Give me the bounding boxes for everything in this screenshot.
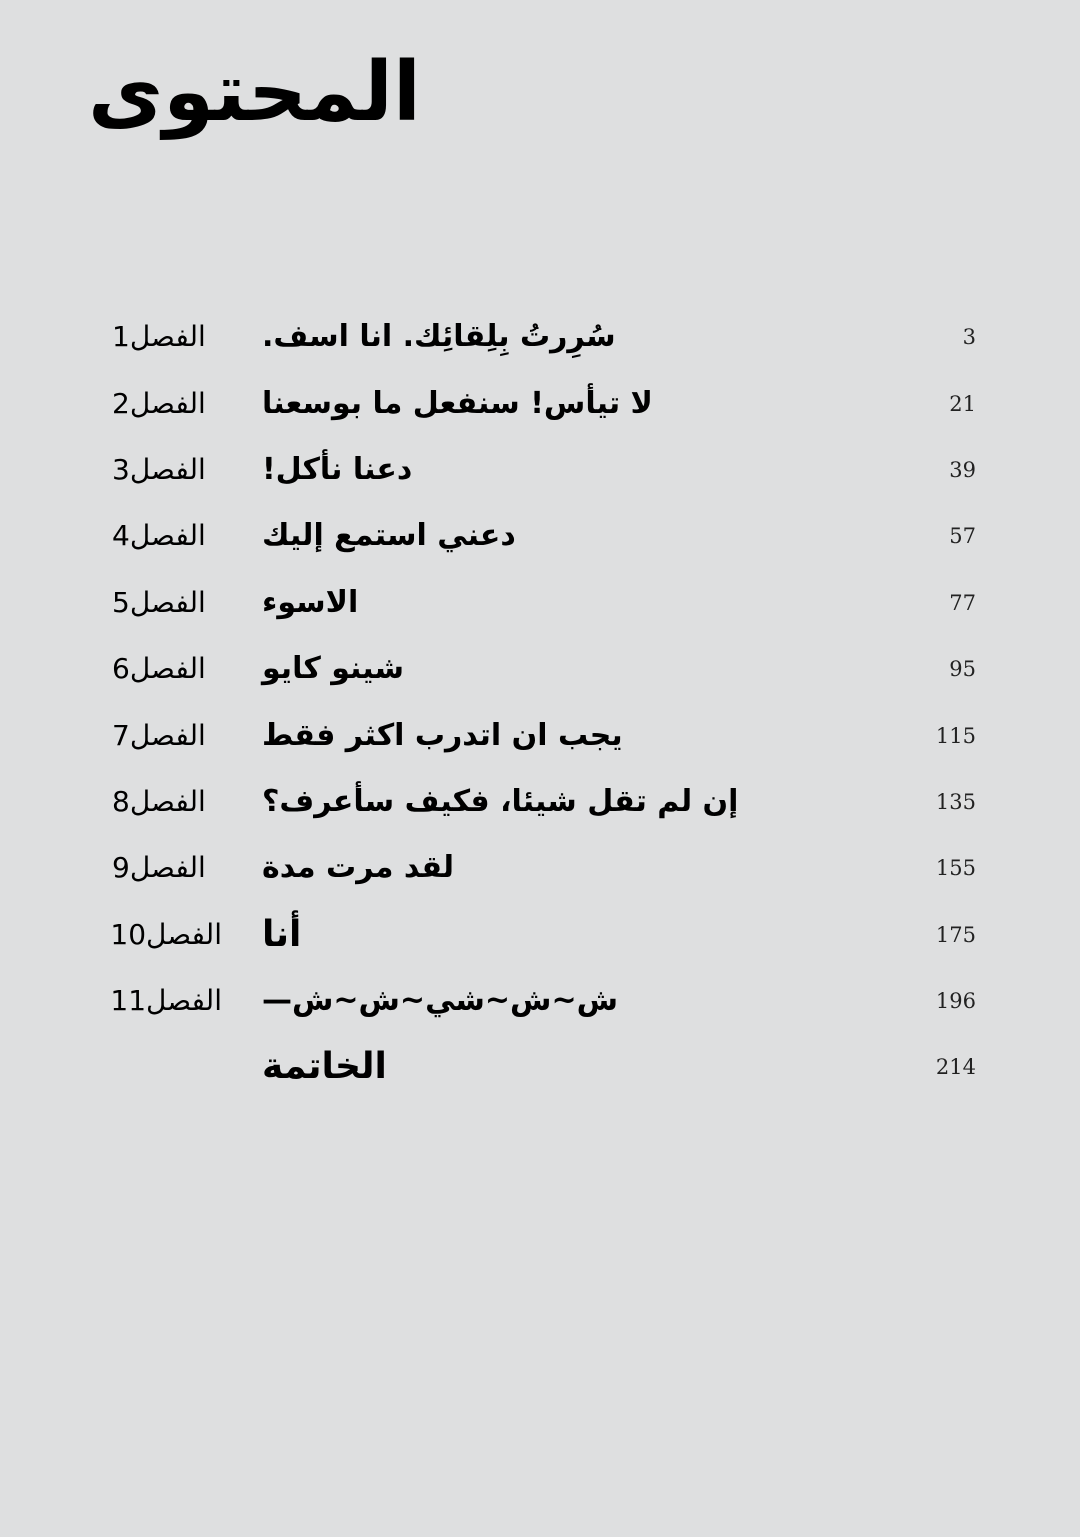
- page-number: 39: [949, 458, 976, 482]
- toc-row-chapter-2: [0, 371, 1080, 437]
- page-number: 77: [949, 591, 976, 615]
- chapter-label: الفصل7: [112, 719, 206, 752]
- chapter-title: الاسوء: [262, 585, 359, 620]
- page-title: المحتوى: [88, 45, 422, 140]
- toc-row-chapter-5: [0, 570, 1080, 636]
- page-number: 135: [935, 790, 976, 814]
- page-number: 21: [949, 392, 976, 416]
- chapter-label: الفصل1: [112, 320, 206, 353]
- chapter-title: شينو كايو: [262, 651, 405, 686]
- chapter-title: دعنا نأكل!: [262, 452, 413, 487]
- page-number: 214: [935, 1055, 976, 1079]
- chapter-title: ش~ش~شي~ش~ش—: [262, 983, 618, 1018]
- toc-row-chapter-10: [0, 902, 1080, 968]
- chapter-title: سُرِرتُ بِلِقائِك. انا اسف.: [262, 319, 616, 354]
- chapter-label: الفصل8: [112, 785, 206, 818]
- chapter-title: الخاتمة: [262, 1046, 387, 1087]
- page-number: 3: [962, 325, 976, 349]
- toc-row-chapter-3: [0, 437, 1080, 503]
- toc-row-chapter-8: [0, 769, 1080, 835]
- toc-row-chapter-7: [0, 703, 1080, 769]
- chapter-label: الفصل10: [110, 918, 222, 951]
- chapter-title: لقد مرت مدة: [262, 850, 455, 885]
- chapter-label: الفصل6: [112, 652, 206, 685]
- page-number: 57: [949, 524, 976, 548]
- toc-row-chapter-9: [0, 835, 1080, 901]
- chapter-label: الفصل3: [112, 453, 206, 486]
- chapter-title: إن لم تقل شيئا، فكيف سأعرف؟: [262, 784, 739, 819]
- chapter-title: يجب ان اتدرب اكثر فقط: [262, 718, 623, 753]
- page-number: 196: [935, 989, 976, 1013]
- chapter-title: لا تيأس! سنفعل ما بوسعنا: [262, 386, 653, 421]
- chapter-title: دعني استمع إليك: [262, 518, 516, 553]
- chapter-label: الفصل5: [112, 586, 206, 619]
- toc-row-chapter-4: [0, 503, 1080, 569]
- chapter-label: الفصل11: [110, 984, 222, 1017]
- chapter-title: أنا: [262, 914, 302, 955]
- page-number: 175: [935, 923, 976, 947]
- page-number: 95: [949, 657, 976, 681]
- chapter-label: الفصل9: [112, 851, 206, 884]
- chapter-label: الفصل2: [112, 387, 206, 420]
- chapter-label: [112, 1034, 222, 1100]
- toc-row-epilogue: [0, 1034, 1080, 1100]
- toc-row-chapter-6: [0, 636, 1080, 702]
- chapter-label: الفصل4: [112, 519, 206, 552]
- toc-row-chapter-1: [0, 304, 1080, 370]
- page-number: 115: [935, 724, 976, 748]
- page-number: 155: [935, 856, 976, 880]
- toc-row-chapter-11: [0, 968, 1080, 1034]
